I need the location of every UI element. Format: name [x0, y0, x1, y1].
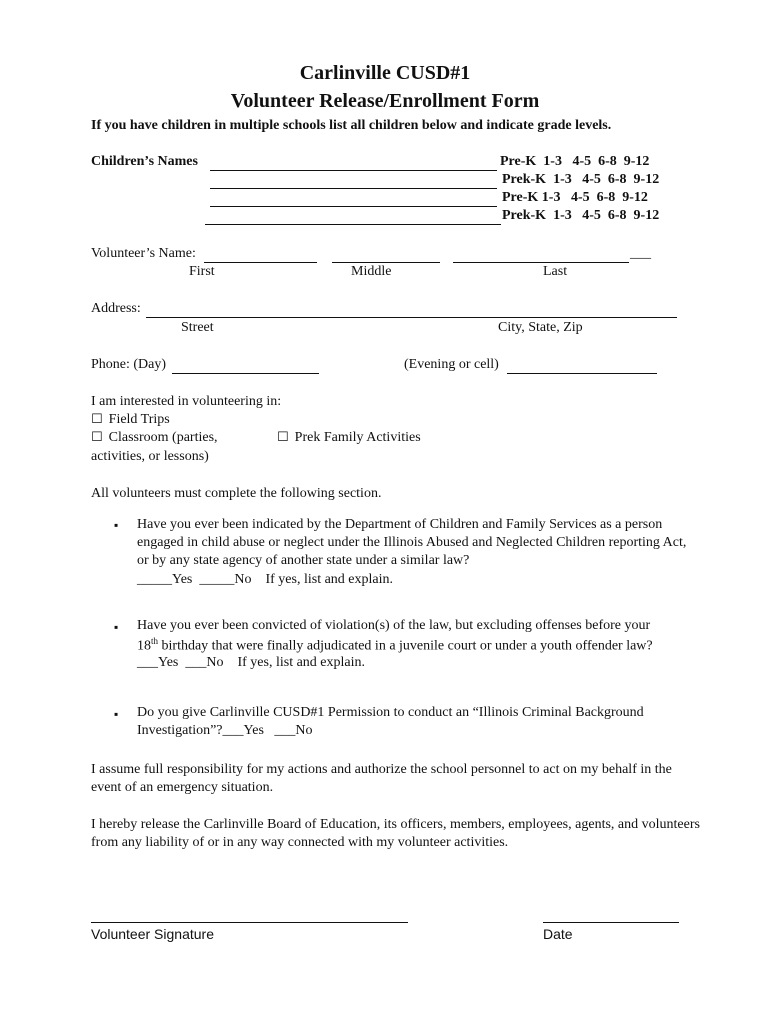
release-statement: I hereby release the Carlinville Board of Education, its officers, members, employees, agents, and volunteers from any liability of or in any way connected with my volunteer activities.: [91, 817, 700, 850]
middle-name-line[interactable]: [332, 262, 440, 263]
form-subtitle: Volunteer Release/Enrollment Form: [230, 90, 540, 112]
children-names-label: Children’s Names: [91, 154, 198, 169]
classroom-checkbox[interactable]: ☐: [91, 430, 103, 445]
question-1-answer[interactable]: _____Yes _____No If yes, list and explain.: [137, 572, 394, 587]
first-caption: First: [189, 264, 215, 279]
section-intro: All volunteers must complete the following section.: [91, 486, 382, 501]
child-name-line-3[interactable]: [210, 206, 497, 207]
field-trips-checkbox[interactable]: ☐: [91, 412, 103, 427]
last-name-line[interactable]: [453, 262, 629, 263]
classroom-option[interactable]: [91, 430, 218, 446]
first-name-line[interactable]: [204, 262, 317, 263]
address-label: Address:: [91, 301, 141, 316]
signature-line[interactable]: [91, 922, 408, 923]
child-name-line-1[interactable]: [210, 170, 497, 171]
prek-checkbox[interactable]: ☐: [277, 430, 289, 445]
grade-options-4: Prek-K 1-3 4-5 6-8 9-12: [502, 208, 660, 223]
question-3-line-1: Do you give Carlinville CUSD#1 Permission to conduct an “Illinois Criminal Background: [137, 705, 644, 720]
classroom-label: Classroom (parties,: [108, 430, 218, 445]
volunteer-name-label: Volunteer’s Name:: [91, 246, 196, 261]
question-2-line-2: [137, 636, 653, 655]
phone-evening-line[interactable]: [507, 373, 657, 374]
last-caption: Last: [543, 264, 568, 279]
field-trips-option[interactable]: [91, 412, 170, 428]
bullet-icon: ▪: [114, 707, 119, 721]
phone-day-label: Phone: (Day): [91, 357, 167, 372]
name-trailing-blank: ___: [630, 246, 651, 261]
question-3-line-2[interactable]: Investigation”?___Yes ___No: [137, 723, 313, 738]
city-state-zip-caption: City, State, Zip: [498, 320, 583, 335]
child-name-line-2[interactable]: [210, 188, 497, 189]
interest-heading: I am interested in volunteering in:: [91, 394, 282, 409]
classroom-label-cont: activities, or lessons): [91, 449, 209, 464]
question-1-text: Have you ever been indicated by the Department of Children and Family Services as a person engaged in child abuse or neglect under the Illinois Abused and Neglected Children reporting Act, or by any state agency of another state under a similar law?: [137, 517, 687, 568]
phone-day-line[interactable]: [172, 373, 319, 374]
street-caption: Street: [181, 320, 214, 335]
bullet-icon: ▪: [114, 518, 119, 532]
date-line[interactable]: [543, 922, 679, 923]
question-2-answer[interactable]: ___Yes ___No If yes, list and explain.: [137, 655, 366, 670]
middle-caption: Middle: [351, 264, 392, 279]
child-name-line-4[interactable]: [205, 224, 501, 225]
phone-evening-label: (Evening or cell): [404, 357, 499, 372]
grade-options-1: Pre-K 1-3 4-5 6-8 9-12: [500, 154, 650, 169]
prek-option[interactable]: [277, 430, 421, 446]
form-title: Carlinville CUSD#1: [299, 62, 471, 84]
bullet-icon: ▪: [114, 620, 119, 634]
question-2-line-2-text: birthday that were finally adjudicated in a juvenile court or under a youth offender law?: [158, 638, 653, 654]
question-2-line-1: Have you ever been convicted of violation(s) of the law, but excluding offenses before your: [137, 618, 651, 633]
question-2-number: 18: [137, 638, 151, 654]
date-label: Date: [543, 926, 573, 942]
field-trips-label: Field Trips: [108, 412, 170, 427]
grade-options-3: Pre-K 1-3 4-5 6-8 9-12: [502, 190, 648, 205]
grade-options-2: Prek-K 1-3 4-5 6-8 9-12: [502, 172, 660, 187]
responsibility-statement: I assume full responsibility for my actions and authorize the school personnel to act on my behalf in the event of an emergency situation.: [91, 762, 672, 795]
signature-label: Volunteer Signature: [91, 926, 214, 942]
prek-label: Prek Family Activities: [294, 430, 421, 445]
instructions: If you have children in multiple schools list all children below and indicate grade levels.: [91, 118, 612, 133]
address-line[interactable]: [146, 317, 677, 318]
question-2-superscript: th: [151, 636, 159, 646]
